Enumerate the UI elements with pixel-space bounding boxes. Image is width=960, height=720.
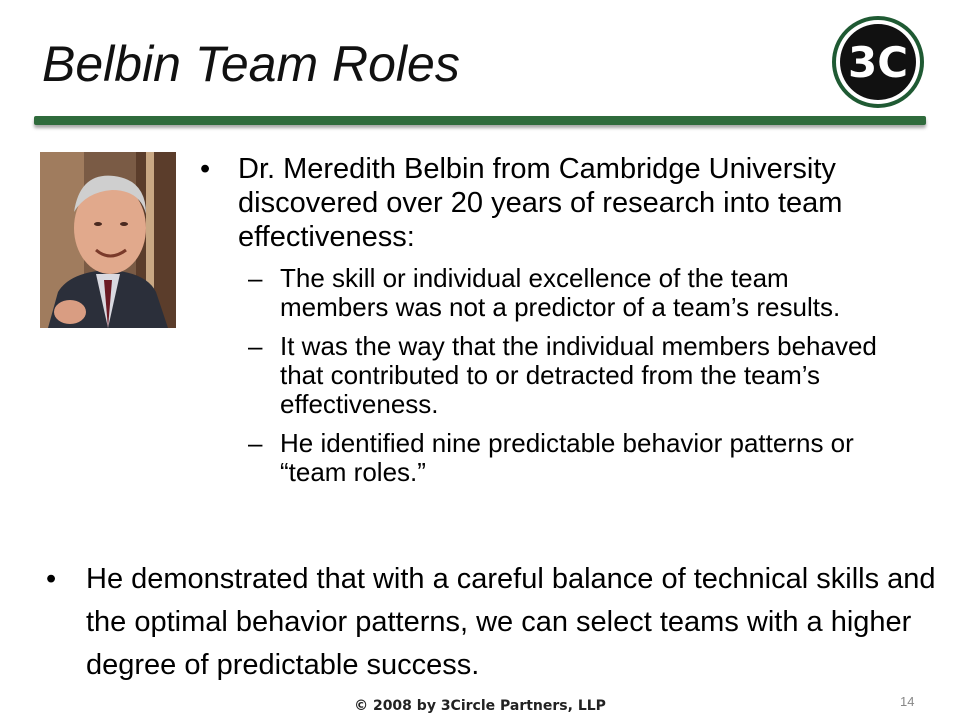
sub-bullet-item	[200, 332, 880, 419]
dash-marker: –	[248, 428, 263, 458]
dash-marker: –	[248, 331, 263, 361]
bullet-item	[200, 152, 880, 254]
bottom-bullet-item	[46, 558, 960, 687]
page-number: 14	[900, 694, 915, 709]
logo-text: 3C	[847, 38, 909, 87]
bullet-marker: •	[46, 563, 57, 595]
bullet-text: Dr. Meredith Belbin from Cambridge University discovered over 20 years of research into team effectiveness:	[238, 153, 843, 253]
dash-marker: –	[248, 263, 263, 293]
portrait-photo	[40, 152, 176, 328]
copyright-footer: © 2008 by 3Circle Partners, LLP	[354, 698, 606, 714]
sub-bullet-text: It was the way that the individual members behaved that contributed to or detracted from the team’s effectiveness.	[280, 331, 877, 419]
slide-title: Belbin Team Roles	[42, 36, 460, 92]
main-bullet-list	[200, 152, 880, 487]
sub-bullet-text: He identified nine predictable behavior patterns or “team roles.”	[280, 428, 854, 487]
sub-bullet-item	[200, 429, 880, 487]
sub-bullet-item	[200, 264, 880, 322]
bullet-text: He demonstrated that with a careful balance of technical skills and the optimal behavior patterns, we can select teams with a higher degree of predictable success.	[86, 563, 936, 681]
sub-bullet-text: The skill or individual excellence of the team members was not a predictor of a team’s results.	[280, 263, 841, 322]
title-divider	[34, 116, 926, 125]
bullet-marker: •	[200, 153, 211, 185]
company-logo	[830, 14, 926, 110]
